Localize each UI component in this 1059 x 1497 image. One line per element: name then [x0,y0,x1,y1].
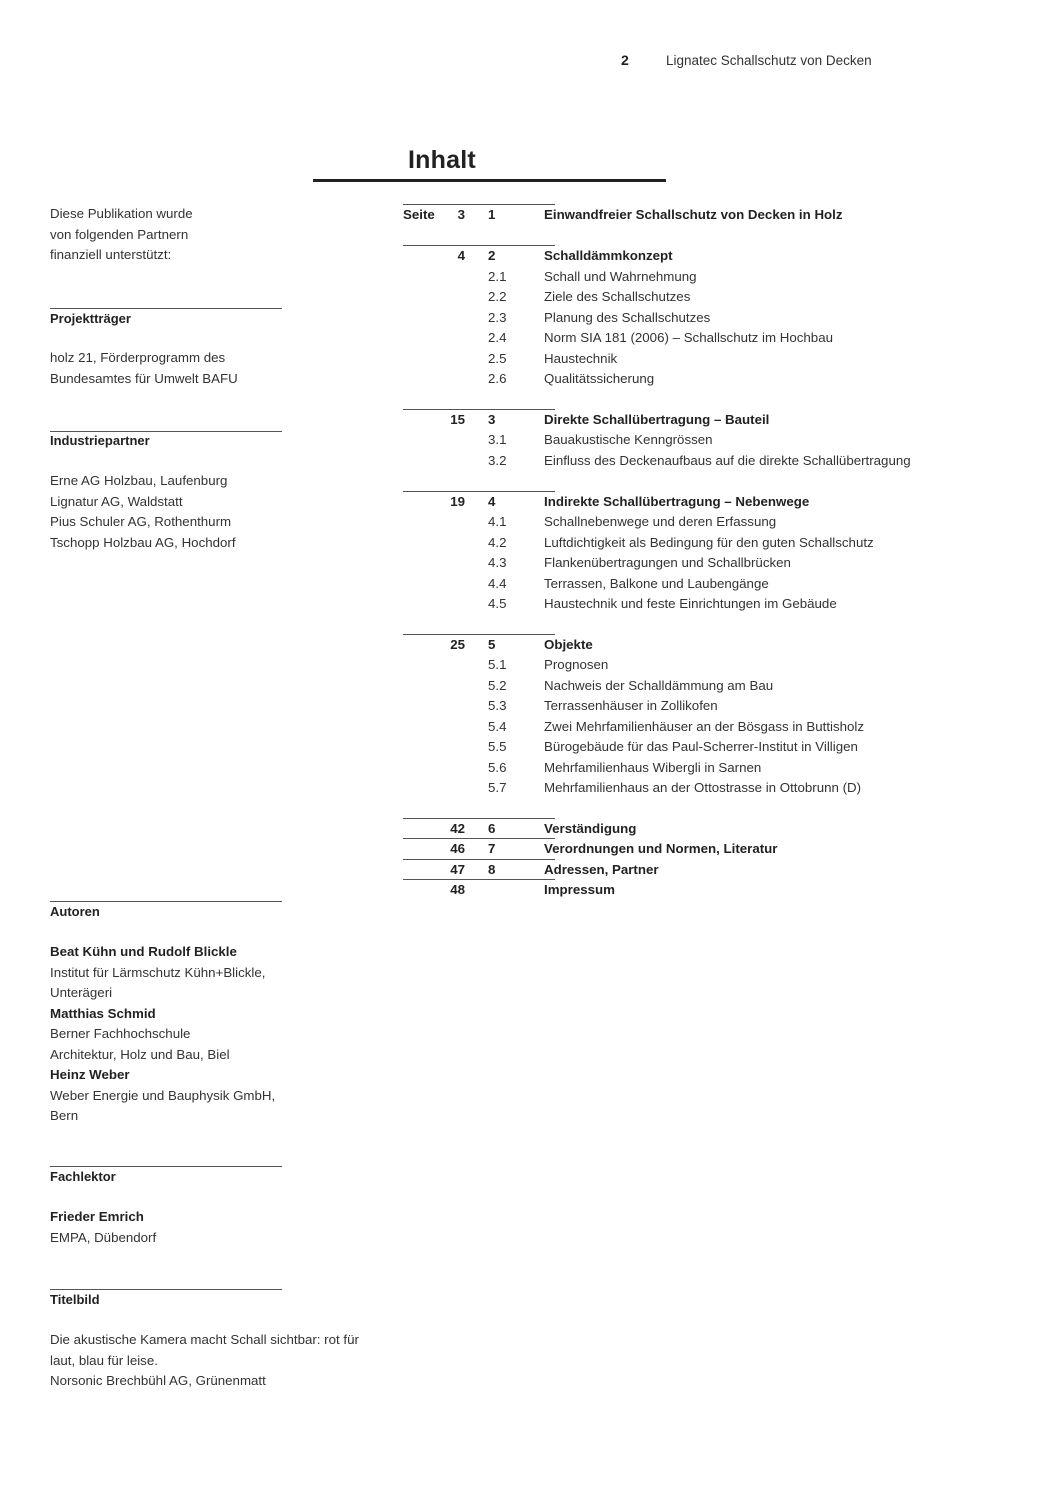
toc-section-title: Schalldämmkonzept [544,248,673,263]
titelbild-heading: Titelbild [50,1292,100,1307]
toc-entry[interactable] [403,574,963,595]
toc-section-title: Bürogebäude für das Paul-Scherrer-Institut in Villigen [544,739,858,754]
toc-section-number: 5.2 [488,678,507,693]
toc-section-number: 3.1 [488,432,507,447]
toc-page-number: 46 [450,841,465,856]
toc-section-title: Bauakustische Kenngrössen [544,432,713,447]
toc-page-number: 15 [450,412,465,427]
toc-entry[interactable] [403,267,963,288]
fachlektor-text: Frieder Emrich EMPA, Dübendorf [50,1209,157,1245]
toc-entry[interactable] [403,737,963,758]
toc-section-title: Haustechnik und feste Einrichtungen im Gebäude [544,596,837,611]
toc-entry[interactable] [403,880,963,901]
toc-entry[interactable] [403,369,963,390]
toc-section-title: Einwandfreier Schallschutz von Decken in Holz [544,207,843,222]
toc-section-title: Mehrfamilienhaus Wibergli in Sarnen [544,760,762,775]
toc-entry[interactable] [403,860,963,881]
toc-entry[interactable] [403,533,963,554]
toc-section-number: 2.6 [488,371,507,386]
toc-page-number: 4 [457,248,465,263]
toc-section-title: Verständigung [544,821,637,836]
toc-section-number: 2.1 [488,269,507,284]
page-label: Seite [403,207,435,222]
toc-entry[interactable] [403,451,963,472]
toc-entry[interactable] [403,246,963,267]
toc-entry[interactable] [403,287,963,308]
page-number: 2 [621,52,629,68]
toc-page-number: 42 [450,821,465,836]
title-rule [313,179,666,182]
projekttraeger-heading: Projektträger [50,311,131,326]
toc-page-number: 19 [450,494,465,509]
toc-page-number: 48 [450,882,465,897]
toc-entry[interactable] [403,205,963,226]
toc-entry[interactable] [403,717,963,738]
toc-entry[interactable] [403,512,963,533]
toc-entry[interactable] [403,676,963,697]
toc-entry[interactable] [403,430,963,451]
projekttraeger-text: holz 21, Förderprogramm des Bundesamtes für Umwelt BAFU [50,350,238,386]
toc-section-title: Einfluss des Deckenaufbaus auf die direkte Schallübertragung [544,453,911,468]
toc-entry[interactable] [403,696,963,717]
toc-entry[interactable] [403,328,963,349]
toc-section-title: Terrassen, Balkone und Laubengänge [544,576,769,591]
section-divider [50,431,282,432]
toc-section-number: 5.7 [488,780,507,795]
toc-entry[interactable] [403,655,963,676]
toc-section-title: Schall und Wahrnehmung [544,269,697,284]
fachlektor-heading: Fachlektor [50,1169,116,1184]
industriepartner-list: Erne AG Holzbau, Laufenburg Lignatur AG, Waldstatt Pius Schuler AG, Rothenthurm Tschopp Holzbau AG, Hochdorf [50,473,236,550]
toc-section-number: 4 [488,494,496,509]
toc-section-number: 3 [488,412,496,427]
toc-section-number: 5.5 [488,739,507,754]
toc-section-number: 4.3 [488,555,507,570]
toc-section-number: 5.4 [488,719,507,734]
toc-entry[interactable] [403,410,963,431]
toc-page-number: 25 [450,637,465,652]
toc-section-title: Zwei Mehrfamilienhäuser an der Bösgass in Buttisholz [544,719,865,734]
toc-section-number: 5.6 [488,760,507,775]
toc-entry[interactable] [403,594,963,615]
toc-section-title: Terrassenhäuser in Zollikofen [544,698,718,713]
toc-entry[interactable] [403,819,963,840]
toc-entry[interactable] [403,492,963,513]
toc-section-number: 2.3 [488,310,507,325]
toc-section-title: Objekte [544,637,593,652]
section-divider [50,901,282,902]
toc-section-number: 2.2 [488,289,507,304]
toc-section-title: Schallnebenwege und deren Erfassung [544,514,777,529]
page-title: Inhalt [408,146,476,174]
toc-section-number: 6 [488,821,496,836]
toc-entry[interactable] [403,839,963,860]
toc-section-title: Flankenübertragungen und Schallbrücken [544,555,791,570]
toc-section-title: Adressen, Partner [544,862,659,877]
toc-entry[interactable] [403,553,963,574]
toc-section-title: Haustechnik [544,351,618,366]
toc-section-title: Planung des Schallschutzes [544,310,711,325]
toc-page-number: 3 [457,207,465,222]
toc-section-number: 4.1 [488,514,507,529]
toc-section-number: 2 [488,248,496,263]
toc-section-number: 2.5 [488,351,507,366]
titelbild-text: Die akustische Kamera macht Schall sichtbar: rot für laut, blau für leise. Norsonic Brechbühl AG, Grünenmatt [50,1332,359,1388]
toc-section-number: 5 [488,637,496,652]
toc-section-title: Luftdichtigkeit als Bedingung für den guten Schallschutz [544,535,874,550]
toc-section-title: Indirekte Schallübertragung – Nebenwege [544,494,810,509]
toc-section-number: 8 [488,862,496,877]
toc-section-title: Norm SIA 181 (2006) – Schallschutz im Hochbau [544,330,833,345]
autoren-list: Beat Kühn und Rudolf Blickle Institut für Lärmschutz Kühn+Blickle, Unterägeri Matthias Schmid Berner Fachhochschule Architektur, Holz und Bau, Biel Heinz Weber Weber Energie und Bauphysik GmbH, Bern [50,944,276,1123]
intro-text: Diese Publikation wurde von folgenden Partnern finanziell unterstützt: [50,206,193,262]
toc-section-number: 2.4 [488,330,507,345]
section-divider [50,308,282,309]
section-divider [50,1289,282,1290]
section-divider [50,1166,282,1167]
toc-section-number: 4.4 [488,576,507,591]
toc-section-number: 3.2 [488,453,507,468]
toc-section-number: 5.1 [488,657,507,672]
toc-entry[interactable] [403,308,963,329]
publication-title: Lignatec Schallschutz von Decken [666,53,872,68]
toc-page-number: 47 [450,862,465,877]
toc-section-number: 4.2 [488,535,507,550]
autoren-heading: Autoren [50,904,100,919]
toc-section-number: 1 [488,207,496,222]
toc-section-title: Direkte Schallübertragung – Bauteil [544,412,770,427]
toc-section-number: 4.5 [488,596,507,611]
toc-entry[interactable] [403,349,963,370]
toc-section-title: Ziele des Schallschutzes [544,289,691,304]
toc-section-title: Verordnungen und Normen, Literatur [544,841,778,856]
toc-entry[interactable] [403,635,963,656]
toc-section-title: Prognosen [544,657,609,672]
toc-section-number: 5.3 [488,698,507,713]
industriepartner-heading: Industriepartner [50,433,150,448]
toc-section-title: Nachweis der Schalldämmung am Bau [544,678,774,693]
toc-section-title: Qualitätssicherung [544,371,655,386]
toc-entry[interactable] [403,778,963,799]
toc-section-title: Impressum [544,882,615,897]
toc-section-title: Mehrfamilienhaus an der Ottostrasse in Ottobrunn (D) [544,780,862,795]
toc-section-number: 7 [488,841,496,856]
toc-entry[interactable] [403,758,963,779]
